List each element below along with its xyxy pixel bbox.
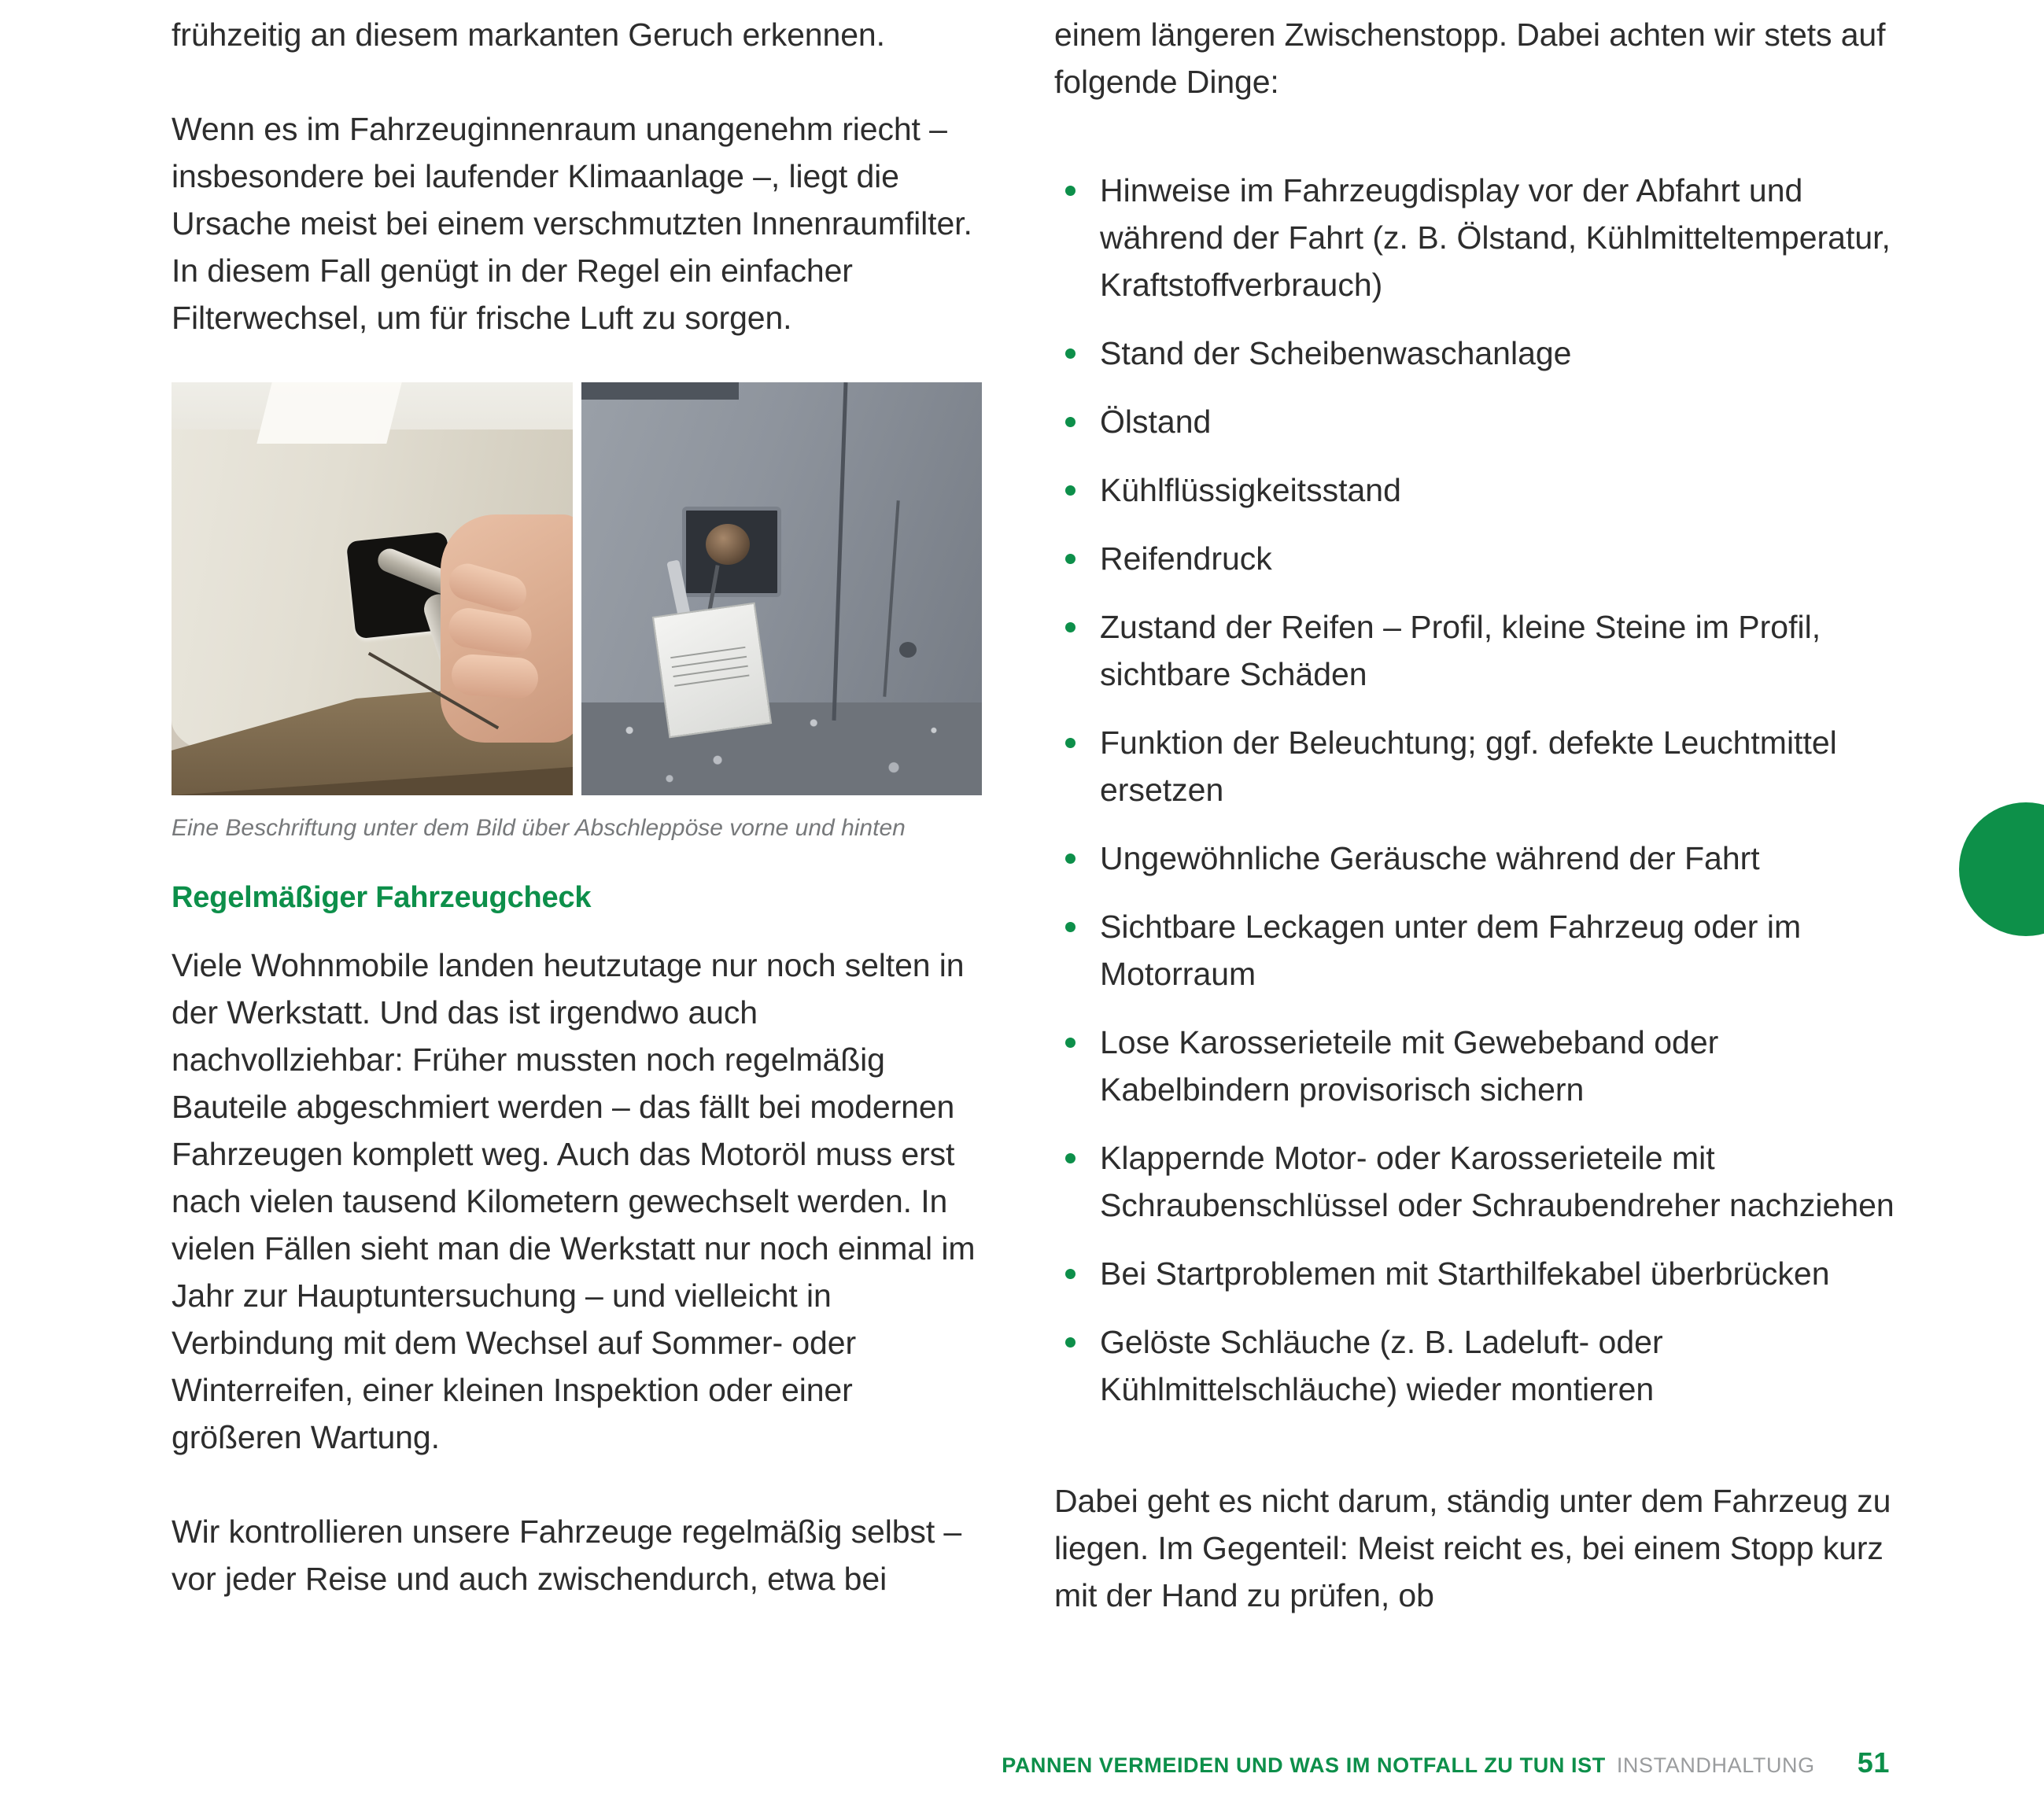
list-item [1054,398,1904,445]
bullet-dot-icon [1065,1153,1075,1163]
list-item-label: Klappernde Motor- oder Karosserieteile mit Schraubenschlüssel oder Schraubendreher nachziehen [1100,1140,1895,1223]
photo-pair [172,382,982,795]
photo-hanging-label [652,603,772,739]
bullet-dot-icon [1065,1337,1075,1348]
photo-finger-3 [450,653,539,700]
photo-tow-eye-front [172,382,573,795]
bullet-dot-icon [1065,854,1075,864]
paragraph-self-check: Wir kontrollieren unsere Fahrzeuge regelmäßig selbst – vor jeder Reise und auch zwischendurch, etwa bei [172,1513,962,1597]
list-item-label: Gelöste Schläuche (z. B. Ladeluft- oder Kühlmittelschläuche) wieder montieren [1100,1324,1663,1407]
paragraph-workshop-visits: Viele Wohnmobile landen heutzutage nur noch selten in der Werkstatt. Und das ist irgendwo auch nachvollziehbar: Früher mussten noch regelmäßig Bauteile abgeschmiert werden – das fällt bei modernen Fahrzeugen komplett weg. Auch das Motoröl muss erst nach vielen tausend Kilometern gewechselt werden. In vielen Fällen sieht man die Werkstatt nur noch einmal im Jahr zur Hauptuntersuchung – und vielleicht in Verbindung mit dem Wechsel auf Sommer- oder Winterreifen, einer kleinen Inspektion oder einer größeren Wartung. [172,946,976,1455]
list-item [1054,903,1904,997]
page-footer [0,1746,2044,1779]
section-heading-regular-vehicle-check: Regelmäßiger Fahrzeugcheck [172,881,592,914]
list-item-label: Bei Startproblemen mit Starthilfekabel überbrücken [1100,1255,1830,1292]
list-item-label: Hinweise im Fahrzeugdisplay vor der Abfahrt und während der Fahrt (z. B. Ölstand, Kühlmitteltemperatur, Kraftstoffverbrauch) [1100,172,1891,303]
footer-section-title: PANNEN VERMEIDEN UND WAS IM NOTFALL ZU TUN IST [1002,1753,1606,1777]
list-item-label: Zustand der Reifen – Profil, kleine Steine im Profil, sichtbare Schäden [1100,609,1821,692]
list-item [1054,535,1904,582]
bullet-dot-icon [1065,922,1075,932]
paragraph-interior-smell: Wenn es im Fahrzeuginnenraum unangenehm riecht – insbesondere bei laufender Klimaanlage –, liegt die Ursache meist bei einem verschmutzten Innenraumfilter. In diesem Fall genügt in der Regel ein einfacher Filterwechsel, um für frische Luft zu sorgen. [172,111,972,336]
list-item [1054,330,1904,377]
paragraph-closing: Dabei geht es nicht darum, ständig unter dem Fahrzeug zu liegen. Im Gegenteil: Meist reicht es, bei einem Stopp kurz mit der Hand zu prüfen, ob [1054,1483,1891,1613]
list-item-label: Sichtbare Leckagen unter dem Fahrzeug oder im Motorraum [1100,909,1802,992]
list-item-label: Ungewöhnliche Geräusche während der Fahrt [1100,840,1760,876]
list-item-label: Kühlflüssigkeitsstand [1100,472,1401,508]
photo-highlight [256,382,401,444]
list-item-label: Funktion der Beleuchtung; ggf. defekte Leuchtmittel ersetzen [1100,724,1837,808]
bullet-dot-icon [1065,348,1075,359]
paragraph-continued: frühzeitig an diesem markanten Geruch erkennen. [172,17,885,53]
list-item [1054,719,1904,813]
bullet-dot-icon [1065,554,1075,564]
list-item-label: Lose Karosserieteile mit Gewebeband oder Kabelbindern provisorisch sichern [1100,1024,1719,1108]
list-item [1054,167,1904,308]
list-item [1054,466,1904,514]
list-item-label: Stand der Scheibenwaschanlage [1100,335,1572,371]
list-item-label: Reifendruck [1100,540,1272,577]
photo-grey-bumper [581,382,982,721]
list-item [1054,1318,1904,1413]
figure-tow-eye [172,382,982,844]
figure-caption: Eine Beschriftung unter dem Bild über Abschleppöse vorne und hinten [172,815,906,841]
right-column [1054,0,1904,1619]
footer-chapter-title: INSTANDHALTUNG [1616,1753,1815,1777]
bullet-dot-icon [1065,485,1075,496]
bullet-dot-icon [1065,417,1075,427]
page-number: 51 [1857,1746,1890,1779]
list-item [1054,1019,1904,1113]
list-item [1054,835,1904,882]
photo-dark-trim [581,382,739,400]
checklist [1054,167,1904,1413]
paragraph-intro-checklist: einem längeren Zwischenstopp. Dabei achten wir stets auf folgende Dinge: [1054,17,1886,100]
photo-bumper-hole [899,642,917,658]
photo-tow-eye-thread [706,524,750,565]
list-item-label: Ölstand [1100,404,1212,440]
photo-gravel-ground [581,702,982,795]
bullet-dot-icon [1065,186,1075,196]
bullet-dot-icon [1065,738,1075,748]
left-column [172,0,990,1602]
list-item [1054,603,1904,698]
bullet-dot-icon [1065,1269,1075,1279]
bullet-dot-icon [1065,1038,1075,1048]
photo-tow-eye-rear [581,382,982,795]
chapter-edge-marker [1959,802,2044,936]
list-item [1054,1134,1904,1229]
bullet-dot-icon [1065,622,1075,632]
list-item [1054,1250,1904,1297]
